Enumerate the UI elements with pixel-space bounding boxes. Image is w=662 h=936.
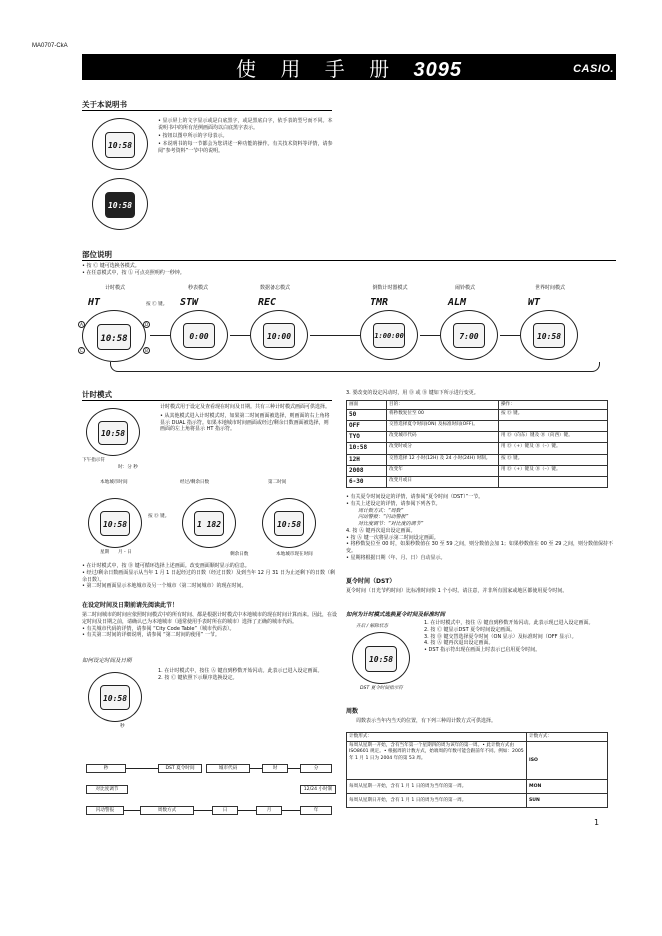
settings-text-block bbox=[82, 612, 337, 639]
flow-week-method: 周数方式 bbox=[140, 806, 194, 815]
bullet: • 第二时间画面显示本地城市及另一个城市（第二时间城市）的现在时间。 bbox=[82, 583, 247, 590]
flow-seconds: 秒 bbox=[86, 764, 126, 773]
mode-code-stw: STW bbox=[180, 297, 199, 308]
flow-arrow bbox=[238, 810, 256, 811]
arrow-right bbox=[230, 335, 250, 336]
table-row: 每周从星期一开始，含有 1 月 1 日的周为当年的第一周。 MON bbox=[347, 780, 608, 794]
step: 4. 按 Ⓐ 键再次退出设定画面。 bbox=[424, 640, 494, 647]
step: 2. 按 Ⓒ 键依照下示顺序选换设定。 bbox=[158, 674, 238, 681]
flow-minute: 分 bbox=[300, 764, 332, 773]
manual-title: 使 用 手 册 3095 bbox=[236, 57, 462, 81]
watch-screen-days: 1 182 bbox=[182, 498, 236, 548]
mode-code-alm: ALM bbox=[448, 297, 467, 308]
document-code: MA0707-CkA bbox=[32, 43, 68, 49]
watch-screen-home: 10:58 bbox=[88, 498, 142, 548]
about-bullet: • 显示屏上的文字显示或是白底黑字，或是黑底白字，依手表的型号而不同。本说明书中的所有范例画面均以白底黑字表示。 bbox=[158, 118, 333, 131]
week-table bbox=[346, 732, 608, 808]
screen-title-days: 经过/剩余日数 bbox=[180, 480, 210, 485]
note: • 有关上述设定的详情，请参阅下列各节。 bbox=[346, 500, 441, 507]
step3-text: 3. 要改变的设定闪动时，用 Ⓓ 或 Ⓑ 键如下所示进行变更。 bbox=[346, 390, 479, 396]
watch-illustration: 10:58 bbox=[92, 118, 148, 170]
flow-hour: 时 bbox=[262, 764, 288, 773]
label-remaining-days: 剩余日数 bbox=[230, 552, 249, 557]
flow-arrow bbox=[288, 768, 300, 769]
watch-dst: 10:58 bbox=[352, 632, 410, 684]
title-bar bbox=[82, 54, 616, 80]
settings-bullet: • 有关第二时间的详细说明，请参阅 “第二时间的使用” 一节。 bbox=[82, 632, 220, 639]
table-header: 画面 bbox=[347, 401, 387, 410]
button-b[interactable]: B bbox=[143, 347, 150, 354]
watch-screen-dual: 10:58 bbox=[262, 498, 316, 548]
flow-arrow bbox=[250, 768, 262, 769]
watch-stopwatch: 0:00 bbox=[170, 310, 228, 360]
step: 3. 按 Ⓓ 键交替选择夏令时间（ON 显示）及标准时间（OFF 显示）。 bbox=[424, 633, 577, 640]
step: 1. 在计时模式中，按住 Ⓐ 键直到秒数开始闪动。此表示现已进入设定画面。 bbox=[424, 620, 594, 626]
flow-flash-alert: 闪动警报 bbox=[86, 806, 124, 815]
step: 2. 按 Ⓒ 键显示DST 夏令时间设定画面。 bbox=[424, 626, 516, 633]
parts-bullets bbox=[82, 263, 185, 277]
timekeeping-intro bbox=[160, 404, 332, 433]
mode-label-recall: 数据备忘模式 bbox=[259, 285, 290, 291]
arrow-right bbox=[150, 335, 170, 336]
flow-city: 城市代码 bbox=[206, 764, 250, 773]
dst-indicator-label: DST 夏令时间指示符 bbox=[360, 686, 403, 691]
watch-world-time: 10:58 bbox=[520, 310, 578, 360]
about-bullet: • 本说明书的每一节都会为您讲述一种功能的操作。有关技术资料等详情，请参阅“参考资料”一节中的说明。 bbox=[158, 141, 333, 154]
mode-code-tmr: TMR bbox=[370, 297, 389, 308]
label-month-day: 月 - 日 bbox=[118, 550, 132, 555]
table-row: 12H 交替选择 12 小时(12H) 及 24 小时(24H) 时制。 按 Ⓓ 键。 bbox=[347, 454, 608, 465]
setting-steps bbox=[158, 668, 336, 682]
flow-year: 年 bbox=[300, 806, 332, 815]
mode-label-timer: 倒数计时器模式 bbox=[372, 285, 408, 291]
flow-arrow bbox=[282, 810, 300, 811]
about-heading: 关于本说明书 bbox=[82, 100, 127, 109]
settings-table bbox=[346, 400, 608, 488]
table-row: 6-30 改变月或日 bbox=[347, 476, 608, 487]
watch-timekeeping: 10:58 A C D B bbox=[82, 310, 146, 362]
press-d-label: 按 Ⓓ 键。 bbox=[148, 514, 170, 519]
brand-logo: CASIO. bbox=[573, 63, 614, 75]
table-header: 计数形式： bbox=[347, 733, 527, 742]
step: • DST 指示符出现在画面上时表示已启用夏令时间。 bbox=[424, 647, 541, 653]
hms-label: 时：分 秒 bbox=[118, 465, 138, 470]
flow-contrast: 对比度调节 bbox=[86, 785, 128, 794]
button-a[interactable]: A bbox=[78, 321, 85, 328]
parts-heading: 部位说明 bbox=[82, 250, 112, 259]
screen-title-dual: 第二时间 bbox=[268, 480, 287, 485]
flow-arrow bbox=[124, 810, 140, 811]
arrow-right bbox=[310, 335, 360, 336]
mode-label-stopwatch: 秒表模式 bbox=[187, 285, 208, 291]
dst-steps bbox=[424, 620, 614, 654]
note: • 将秒数复位至 00 时，如果秒数值在 30 至 59 之间，则分数值会加 1；如果秒数值在 00 至 29 之间，则分数值保持不变。 bbox=[346, 541, 614, 554]
table-header: 计数方式： bbox=[527, 733, 608, 742]
note: • 按 Ⓐ 键一次将显示第二时间设定画面。 bbox=[346, 534, 439, 541]
about-bullets bbox=[158, 118, 334, 156]
label-home-city-time: 本地城市现在时间 bbox=[276, 552, 313, 557]
pm-indicator-label: 下午指示符 bbox=[82, 458, 105, 463]
mode-code-wt: WT bbox=[528, 297, 541, 308]
table-row: 每周从星期一开始，含有当年第一个星期四的周为该年的第一周。• 此计数方式由 ISO8601 规定。• 根据周的计数方式，始端周的年数可能会跟前年不同。例如：2005 年 1 月 1 日为 2004 年的第 53 周。 ISO bbox=[347, 742, 608, 780]
step: 1. 在计时模式中，按住 Ⓐ 键直到秒数开始闪动。此表示已进入设定画面。 bbox=[158, 668, 323, 674]
seconds-label: 秒 bbox=[120, 724, 125, 729]
parts-bullet: • 按 Ⓒ 键可选换各模式。 bbox=[82, 263, 140, 269]
watch-recall: 10:00 bbox=[250, 310, 308, 360]
note: 4. 按 Ⓐ 键再次退出设定画面。 bbox=[346, 527, 416, 534]
page-number: 1 bbox=[594, 818, 600, 827]
dst-how-heading: 如何为计时模式选换夏令时间及标准时间 bbox=[346, 612, 446, 618]
arrow-right bbox=[420, 335, 440, 336]
mode-code-ht: HT bbox=[88, 297, 101, 308]
timekeeping-bullets bbox=[82, 563, 337, 590]
mode-cycle-return-arrow bbox=[110, 362, 600, 372]
button-d[interactable]: D bbox=[144, 322, 149, 327]
note: 闪动警报：“闪动警报” bbox=[358, 514, 409, 521]
flow-dst: DST 夏令时间 bbox=[158, 764, 202, 773]
table-row: 2008 改变年 用 Ⓓ（+）键及 Ⓑ（–）键。 bbox=[347, 465, 608, 476]
flow-arrow bbox=[126, 768, 158, 769]
bullet: • 经过/剩余日数画面显示从当年 1 月 1 日起经过的日数（经过日数）及到当年 12 月 31 日为止还剩下的日数（剩余日数）。 bbox=[82, 569, 336, 583]
table-row: 50 将秒数复位至 00 按 Ⓓ 键。 bbox=[347, 410, 608, 421]
intro-bullet: • 从其他模式进入计时模式时，如果第二时间画面被选择，则画面的右上角将显示 DUAL 指示符。如果本地城市时间画面或经过/剩余日数画面被选择，则画面的左上角将显示 HT 指示符。 bbox=[160, 412, 330, 433]
note: • 星期将根据日期（年、月、日）自动显示。 bbox=[346, 554, 446, 561]
on-off-label: 开启 / 解除状态 bbox=[356, 624, 389, 629]
watch-illustration-inverted: 10:58 bbox=[92, 178, 148, 230]
flow-12-24: 12/24 小时制 bbox=[300, 785, 336, 794]
intro-text: 计时模式用于设定及查看现在时间及日期。共有三种计时模式画面可供选择。 bbox=[160, 404, 331, 410]
note: • 有关夏令时间设定的详情，请参阅“夏令时间（DST）”一节。 bbox=[346, 494, 484, 500]
flow-arrow bbox=[194, 810, 212, 811]
table-header: 操作： bbox=[499, 401, 608, 410]
parts-bullet: • 在任意模式中，按 Ⓛ 可点亮照明约一秒钟。 bbox=[82, 269, 185, 276]
flow-month: 月 bbox=[256, 806, 282, 815]
dst-text: 夏令时间（日光节约时间）比标准时间快 1 个小时。请注意，并非所有国家或地区都使用夏令时间。 bbox=[346, 588, 568, 594]
flow-day: 日 bbox=[212, 806, 238, 815]
dst-heading: 夏令时间（DST） bbox=[346, 578, 396, 585]
mode-label-alarm: 闹铃模式 bbox=[454, 285, 475, 291]
how-to-heading: 如何设定时间及日期 bbox=[82, 658, 132, 664]
about-bullet: • 按钮以图中所示的字母表示。 bbox=[158, 133, 228, 139]
table-row: 10:58 改变时或分 用 Ⓓ（+）键及 Ⓑ（–）键。 bbox=[347, 443, 608, 454]
week-text: 周数表示当年内当天的位置，有下列三种周计数方式可供选择。 bbox=[356, 718, 497, 724]
mode-code-rec: REC bbox=[258, 297, 277, 308]
watch-timer: 1:00:00 bbox=[360, 310, 418, 360]
button-c[interactable]: C bbox=[78, 347, 85, 354]
timekeeping-heading: 计时模式 bbox=[82, 390, 112, 399]
note: 周计数方式：“周数” bbox=[358, 507, 404, 514]
label-weekday: 星期 bbox=[100, 550, 110, 555]
divider bbox=[82, 400, 332, 401]
arrow-right bbox=[500, 335, 520, 336]
watch-setting: 10:58 bbox=[88, 672, 142, 722]
settings-heading: 在设定时间及日期前请先阅读此节！ bbox=[82, 602, 179, 609]
settings-bullet: • 有关城市代码的详情，请参阅 “City Code Table”（城市代码表）。 bbox=[82, 625, 235, 632]
week-heading: 周数 bbox=[346, 708, 359, 715]
mode-label-timekeeping: 计时模式 bbox=[104, 285, 125, 291]
bullet: • 在计时模式中，按 Ⓓ 键可循环选择上述画面。改变画面顺时显示的信息。 bbox=[82, 563, 250, 569]
table-header: 目的： bbox=[387, 401, 499, 410]
settings-text: 第二时间城市的时间应依照时间模式中的所有时间、都是根据计时模式中本地城市的现在时间计算而来。因此，在设定时间及日期之前，请确认已为本地城市（通常使用手表时所在的城市）选择了正确的城市代码。 bbox=[82, 612, 338, 625]
table-row: TYO 改变城市代码 用 Ⓓ（向东）键及 Ⓑ（向西）键。 bbox=[347, 432, 608, 443]
notes-block bbox=[346, 494, 614, 562]
screen-title-home: 本地城市时间 bbox=[100, 480, 128, 485]
watch-alarm: 7:00 bbox=[440, 310, 498, 360]
watch-timekeeping-example: 10:58 bbox=[86, 408, 140, 456]
table-row: 每周从星期日开始，含有 1 月 1 日的周为当年的第一周。 SUN bbox=[347, 794, 608, 808]
note: 对比度调节：“对比度的调节” bbox=[358, 521, 424, 527]
divider bbox=[82, 260, 616, 261]
table-row: OFF 交替选择夏令时间(ON) 及标准时间(OFF)。 bbox=[347, 421, 608, 432]
press-c-label: 按 Ⓒ 键。 bbox=[146, 302, 168, 307]
mode-label-world-time: 世界时间模式 bbox=[534, 285, 565, 291]
divider bbox=[82, 110, 332, 111]
